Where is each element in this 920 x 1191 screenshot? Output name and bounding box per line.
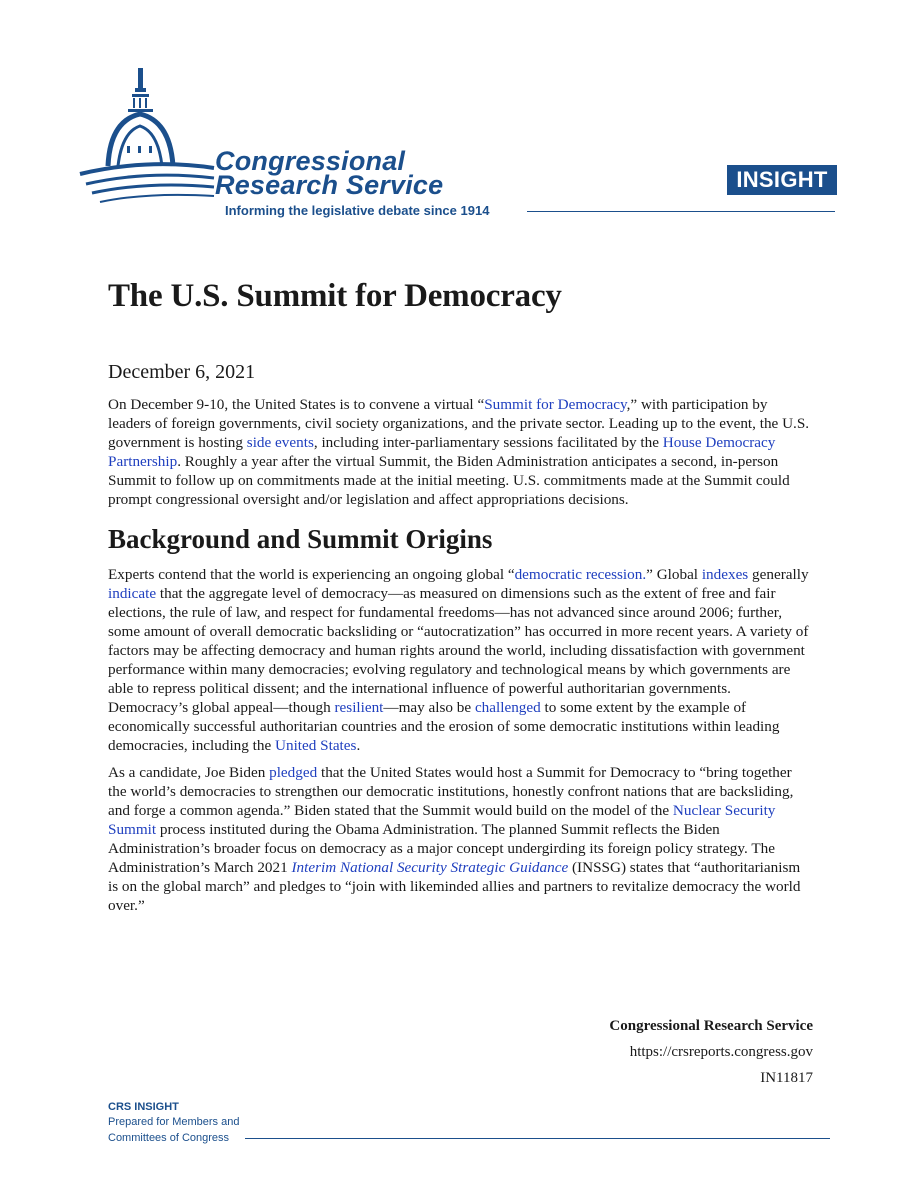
text-run: that the aggregate level of democracy—as measured on dimensions such as the extent of free and fair elections, the rule of law, and respect for fundamental freedoms—has not advanced since around 2006; further, some amount of overall democratic backsliding or “autocratization” has occurred in more recent years. A variety of factors may be affecting democracy and human rights around the world, including dissatisfaction with government performance within many democracies; evolving regulatory and technological means by which governments are able to repress political dissent; and the international influence of powerful authoritarian governments. Democracy’s global appeal—though [108,585,809,716]
document-body [108,395,814,923]
link-resilient[interactable]: resilient [334,699,384,716]
section-heading-background: Background and Summit Origins [108,524,493,554]
text-run: to some extent by the example of economically successful authoritarian countries and the erosion of some democratic institutions within leading democracies, including the [108,699,780,754]
footer-org: Congressional Research Service [609,1018,813,1034]
text-run: , including inter-parliamentary sessions facilitated by the [313,434,663,451]
crs-insight-tag [108,1101,239,1146]
crs-tag-title: CRS INSIGHT [108,1101,179,1113]
crs-logo [78,66,548,226]
header-divider [527,211,835,212]
text-run: . Roughly a year after the virtual Summit, the Biden Administration anticipates a second, in-person Summit to follow up on commitments made at the initial meeting. U.S. commitments made at the Summit could prompt congressional oversight and/or legislation and affect appropriations decisions. [108,453,790,508]
text-run: —may also be [383,699,475,716]
text-run: that the United States would host a Summit for Democracy to “bring together the world’s democracies to strengthen our democratic institutions, honestly confront nations that are backsliding, and forge a common agenda.” Biden stated that the Summit would build on the model of the [108,764,794,819]
intro-paragraph [108,395,814,509]
text-run: On December 9-10, the United States is to convene a virtual “ [108,396,485,413]
insight-badge: INSIGHT [727,165,837,195]
link-side-events[interactable]: side events [246,434,314,451]
text-run: (INSSG) states that “authoritarianism is on the global march” and pledges to “join with likeminded allies and partners to revitalize democracy the world over.” [108,859,801,914]
link-summit-for-democracy[interactable]: Summit for Democracy [484,396,627,413]
brand-name-line2: Research Service [215,170,444,200]
page-title: The U.S. Summit for Democracy [108,278,562,314]
text-run: . [356,737,361,754]
link-democratic-recession[interactable]: democratic recession. [514,566,647,583]
footer-citation [609,1013,813,1091]
background-paragraph-2 [108,763,814,915]
link-indicate[interactable]: indicate [108,585,157,602]
link-challenged[interactable]: challenged [474,699,541,716]
link-house-democracy-partnership[interactable]: House Democracy Partnership [108,434,776,470]
brand-name-line1: Congressional [215,146,406,176]
link-pledged[interactable]: pledged [269,764,318,781]
text-run: process instituted during the Obama Administration. The planned Summit reflects the Biden Administration’s broader focus on democracy as a major concept undergirding its foreign policy strategy. The Administration’s March 2021 [108,821,775,876]
capitol-dome-icon [78,66,218,216]
report-id: IN11817 [760,1070,813,1086]
publication-date: December 6, 2021 [108,361,256,383]
crs-tag-line-2: Committees of Congress [108,1132,230,1144]
text-run: ,” with participation by leaders of foreign governments, civil society organizations, and the private sector. Leading up to the event, the U.S. government is hosting [108,396,810,451]
link-nuclear-security-summit[interactable]: Nuclear Security Summit [108,802,776,838]
text-run: Experts contend that the world is experiencing an ongoing global “ [108,566,515,583]
link-interim-national-security-guidance[interactable]: Interim National Security Strategic Guidance [291,859,569,876]
text-run: generally [748,566,809,583]
link-indexes[interactable]: indexes [701,566,749,583]
text-run: As a candidate, Joe Biden [108,764,270,781]
crs-tag-line-1: Prepared for Members and [108,1116,240,1128]
brand-tagline: Informing the legislative debate since 1914 [225,203,490,218]
footer-divider [245,1138,830,1139]
text-run: ” Global [646,566,702,583]
link-united-states[interactable]: United States [275,737,357,754]
footer-url[interactable]: https://crsreports.congress.gov [629,1044,813,1060]
background-paragraph-1 [108,565,814,755]
